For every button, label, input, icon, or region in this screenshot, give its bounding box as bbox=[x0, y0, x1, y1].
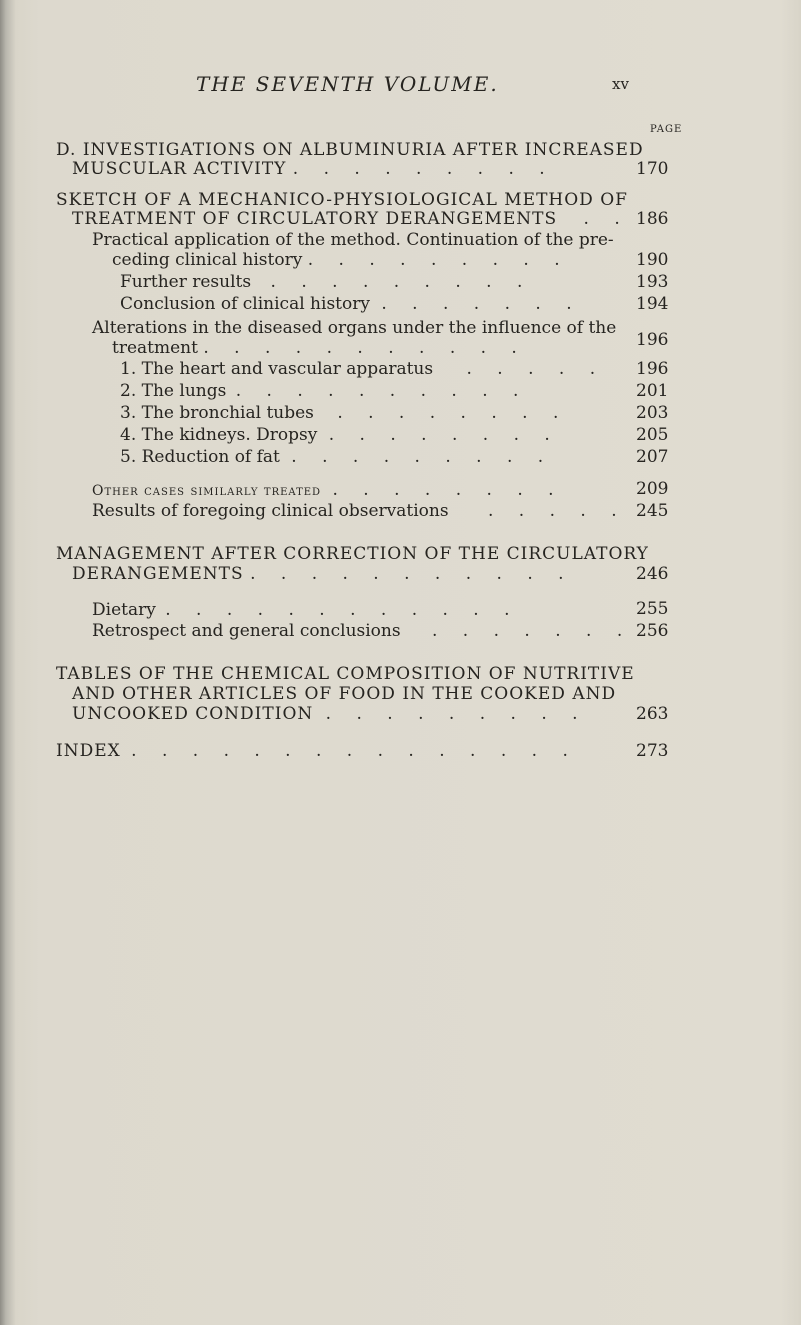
toc-page-number: 273 bbox=[636, 741, 669, 761]
toc-page-number: 245 bbox=[636, 501, 669, 521]
toc-entry-continuation bbox=[72, 564, 574, 584]
toc-leader-dots: . . . . . . . . . bbox=[270, 272, 533, 292]
toc-entry bbox=[56, 140, 644, 160]
toc-entry bbox=[92, 501, 627, 521]
toc-entry-title: Alterations in the diseased organs under the influence of the bbox=[92, 318, 617, 338]
toc-page-number: 170 bbox=[636, 159, 669, 179]
toc-page-number: 186 bbox=[636, 209, 669, 229]
toc-entry-title: 5. Reduction of fat bbox=[120, 447, 280, 467]
toc-page-number: 207 bbox=[636, 447, 669, 467]
toc-entry-title: 3. The bronchial tubes bbox=[120, 403, 314, 423]
toc-page-number: 194 bbox=[636, 294, 669, 314]
toc-entry-title-continued: UNCOOKED CONDITION bbox=[72, 704, 314, 724]
toc-page-number: 201 bbox=[636, 381, 669, 401]
toc-entry bbox=[92, 318, 616, 338]
toc-leader-dots: . . . . . . . . . . . . . . . bbox=[131, 741, 578, 761]
toc-entry-title: D. INVESTIGATIONS ON ALBUMINURIA AFTER INCREASED bbox=[56, 140, 644, 160]
toc-leader-dots: . . bbox=[583, 209, 630, 229]
toc-entry-title: Retrospect and general conclusions bbox=[92, 621, 401, 641]
toc-leader-dots: . . . . . . . . . bbox=[325, 704, 588, 724]
toc-leader-dots: . . . . . . . . . . . bbox=[203, 338, 527, 358]
toc-page-number: 209 bbox=[636, 479, 669, 499]
toc-entry-title: MANAGEMENT AFTER CORRECTION OF THE CIRCULATORY bbox=[56, 544, 649, 564]
toc-entry-title: Conclusion of clinical history bbox=[120, 294, 370, 314]
toc-leader-dots: . . . . . . . . bbox=[337, 403, 569, 423]
toc-entry-title-continued: ceding clinical history bbox=[112, 250, 303, 270]
toc-entry-title: 4. The kidneys. Dropsy bbox=[120, 425, 318, 445]
toc-leader-dots: . . . . . . . . bbox=[332, 480, 564, 500]
toc-entry-continuation bbox=[72, 704, 588, 724]
toc-page-number: 196 bbox=[636, 330, 669, 350]
toc-entry bbox=[120, 359, 605, 379]
toc-leader-dots: . . . . . . . . . bbox=[291, 447, 554, 467]
toc-leader-dots: . . . . . . . . bbox=[328, 425, 560, 445]
toc-entry bbox=[92, 230, 614, 250]
toc-leader-dots: . . . . . . . . . . bbox=[235, 381, 529, 401]
toc-leader-dots: . . . . . . . . . . . bbox=[250, 564, 574, 584]
toc-page-number: 246 bbox=[636, 564, 669, 584]
running-header bbox=[0, 72, 801, 100]
toc-entry bbox=[92, 600, 520, 620]
toc-leader-dots: . . . . . . . bbox=[432, 621, 633, 641]
toc-entry-title: Practical application of the method. Continuation of the pre- bbox=[92, 230, 614, 250]
toc-entry-title: Further results bbox=[120, 272, 252, 292]
toc-entry bbox=[120, 425, 560, 445]
toc-entry bbox=[120, 381, 528, 401]
toc-entry-title: Other cases similarly treated bbox=[92, 483, 322, 499]
toc-page-number: 255 bbox=[636, 599, 669, 619]
page-folio: xv bbox=[612, 75, 629, 93]
toc-entry bbox=[56, 664, 635, 684]
toc-leader-dots: . . . . . . . . . bbox=[292, 159, 555, 179]
toc-entry-title: INDEX bbox=[56, 741, 121, 761]
toc-entry-title: SKETCH OF A MECHANICO-PHYSIOLOGICAL METHOD OF bbox=[56, 190, 628, 210]
toc-page-number: 196 bbox=[636, 359, 669, 379]
toc-entry-title-continued: treatment bbox=[112, 338, 198, 358]
toc-leader-dots: . . . . . bbox=[466, 359, 606, 379]
toc-entry-title-continued: DERANGEMENTS bbox=[72, 564, 244, 584]
toc-page-number: 263 bbox=[636, 704, 669, 724]
running-title: THE SEVENTH VOLUME. bbox=[196, 72, 499, 96]
toc-page-number: 203 bbox=[636, 403, 669, 423]
toc-entry-title: TABLES OF THE CHEMICAL COMPOSITION OF NUTRITIVE bbox=[56, 664, 635, 684]
toc-entry bbox=[120, 272, 532, 292]
page-column-label: PAGE bbox=[650, 124, 683, 135]
toc-entry bbox=[120, 403, 568, 423]
toc-leader-dots: . . . . . . . bbox=[381, 294, 582, 314]
toc-entry bbox=[120, 447, 553, 467]
toc-entry bbox=[120, 294, 582, 314]
toc-entry-title-continued: MUSCULAR ACTIVITY bbox=[72, 159, 287, 179]
toc-entry-title-continued: TREATMENT OF CIRCULATORY DERANGEMENTS bbox=[72, 209, 558, 229]
toc-entry bbox=[92, 621, 632, 641]
toc-entry-title: 1. The heart and vascular apparatus bbox=[120, 359, 434, 379]
toc-entry-title: 2. The lungs bbox=[120, 381, 227, 401]
toc-page-number: 205 bbox=[636, 425, 669, 445]
toc-page-number: 256 bbox=[636, 621, 669, 641]
toc-entry-title-continued: AND OTHER ARTICLES OF FOOD IN THE COOKED AND bbox=[72, 684, 617, 704]
toc-entry bbox=[56, 544, 649, 564]
toc-entry-title: Dietary bbox=[92, 600, 156, 620]
toc-entry-continuation bbox=[112, 338, 527, 358]
toc-entry-continuation bbox=[112, 250, 570, 270]
toc-entry bbox=[56, 741, 578, 761]
toc-entry-continuation bbox=[72, 209, 630, 229]
toc-entry-continuation bbox=[72, 159, 555, 179]
toc-page-number: 190 bbox=[636, 250, 669, 270]
toc-entry-continuation bbox=[72, 684, 616, 704]
toc-entry-title: Results of foregoing clinical observations bbox=[92, 501, 449, 521]
toc-entry bbox=[56, 190, 628, 210]
toc-entry bbox=[92, 480, 564, 501]
toc-page-number: 193 bbox=[636, 272, 669, 292]
toc-leader-dots: . . . . . . . . . bbox=[307, 250, 570, 270]
toc-leader-dots: . . . . . bbox=[488, 501, 627, 521]
toc-leader-dots: . . . . . . . . . . . . bbox=[165, 600, 520, 620]
